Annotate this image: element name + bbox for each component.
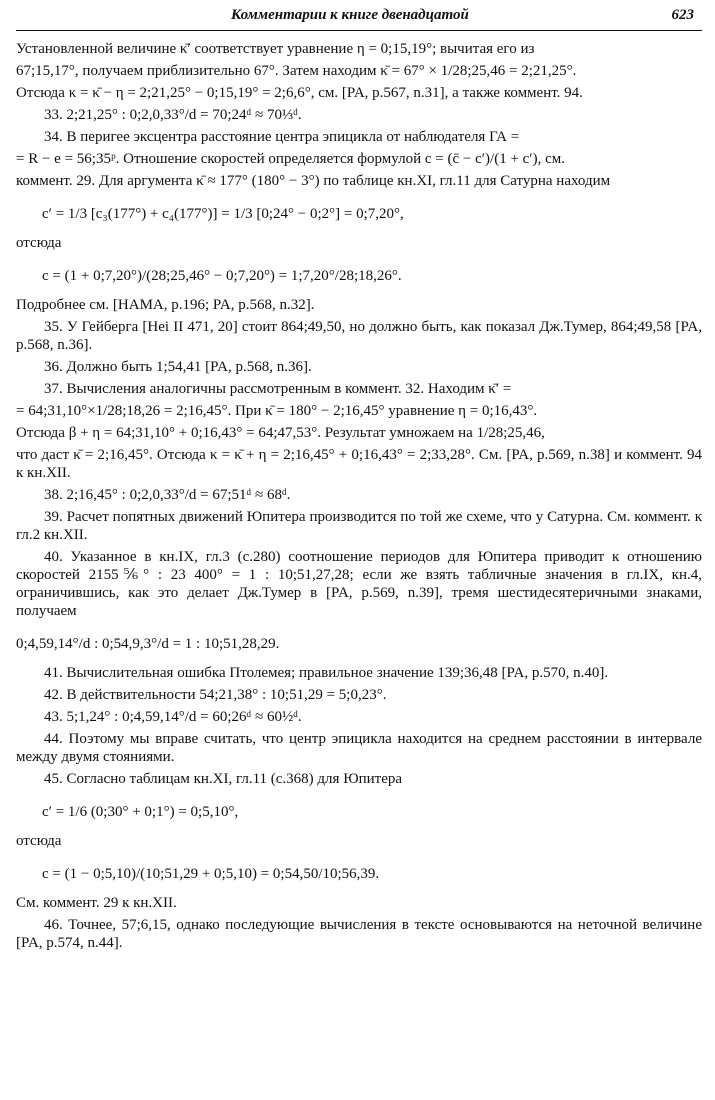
note-40: 40. Указанное в кн.IX, гл.3 (с.280) соотношение периодов для Юпитера приводит к отношению скоростей 2155⅚° : 23 400° = 1 : 10;51,27,28; если же взять табличные значения в гл.IX, кн.4, ограничившись, как это делает Дж.Тумер в [PA, p.569, n.39], тремя шестидесятеричными знаками, получаем [16, 549, 702, 619]
note-36: 36. Должно быть 1;54,41 [PA, p.568, n.36]. [44, 359, 312, 375]
formula: c = (1 − 0;5,10)/(10;51,29 + 0;5,10) = 0;54,50/10;56,39. [42, 866, 380, 882]
formula: 0;4,59,14°/d : 0;54,9,3°/d = 1 : 10;51,28,29. [16, 636, 280, 652]
note-43: 43. 5;1,24° : 0;4,59,14°/d = 60;26ᵈ ≈ 60½ᵈ. [44, 709, 302, 725]
note-38: 38. 2;16,45° : 0;2,0,33°/d = 67;51ᵈ ≈ 68ᵈ. [44, 487, 291, 503]
paragraph-line: Отсюда κ = κ̄ − η = 2;21,25° − 0;15,19° = 2;6,6°, см. [PA, p.567, n.31], а также коммент. 94. [16, 85, 583, 101]
reference: Подробнее см. [HAMA, p.196; PA, p.568, n.32]. [16, 297, 315, 313]
commentary-body [16, 40, 702, 956]
note-45: 45. Согласно таблицам кн.XI, гл.11 (с.368) для Юпитера [44, 771, 403, 787]
note-34-cont: коммент. 29. Для аргумента κ̄ ≈ 177° (180° − 3°) по таблице кн.XI, гл.11 для Сатурна находим [16, 173, 611, 189]
page-number: 623 [671, 7, 694, 23]
note-37-cont: что даст κ̄ = 2;16,45°. Отсюда κ = κ̄ + η = 2;16,45° + 0;16,43° = 2;33,28°. См. [PA, p.569, n.38] и коммент. 94 к кн.XII. [16, 447, 702, 481]
formula: c′ = 1/3 [c₃(177°) + c₄(177°)] = 1/3 [0;24° − 0;2°] = 0;7,20°, [42, 206, 404, 222]
paragraph-line: Установленной величине κ̄′ соответствует уравнение η = 0;15,19°; вычитая его из [16, 41, 535, 57]
note-37-cont: = 64;31,10°×1/28;18,26 = 2;16,45°. При κ̄ = 180° − 2;16,45° уравнение η = 0;16,43°. [16, 403, 538, 419]
reference: См. коммент. 29 к кн.XII. [16, 895, 177, 911]
word-otsyuda: отсюда [16, 235, 62, 251]
note-37: 37. Вычисления аналогичны рассмотренным в коммент. 32. Находим κ̄′ = [44, 381, 512, 397]
note-41: 41. Вычислительная ошибка Птолемея; правильное значение 139;36,48 [PA, p.570, n.40]. [44, 665, 609, 681]
formula: c = (1 + 0;7,20°)/(28;25,46° − 0;7,20°) = 1;7,20°/28;18,26°. [42, 268, 402, 284]
note-46: 46. Точнее, 57;6,15, однако последующие вычисления в тексте основываются на неточной величине [PA, p.574, n.44]. [16, 917, 702, 951]
paragraph-line: 67;15,17°, получаем приблизительно 67°. Затем находим κ̄ = 67° × 1/28;25,46 = 2;21,25°. [16, 63, 577, 79]
note-34-cont: = R − e = 56;35ᵖ. Отношение скоростей определяется формулой c = (c̄ − c′)/(1 + c′), см. [16, 151, 565, 167]
note-34: 34. В перигее эксцентра расстояние центра эпицикла от наблюдателя ГА = [44, 129, 520, 145]
note-37-cont: Отсюда β + η = 64;31,10° + 0;16,43° = 64;47,53°. Результат умножаем на 1/28;25,46, [16, 425, 545, 441]
word-otsyuda: отсюда [16, 833, 62, 849]
running-title: Комментарии к книге двенадцатой [231, 7, 469, 23]
note-35: 35. У Гейберга [Hei II 471, 20] стоит 864;49,50, но должно быть, как показал Дж.Тумер, 864;49,58 [PA, p.568, n.36]. [16, 319, 702, 353]
note-44: 44. Поэтому мы вправе считать, что центр эпицикла находится на среднем расстоянии в интервале между двумя стояниями. [16, 731, 702, 765]
formula: c′ = 1/6 (0;30° + 0;1°) = 0;5,10°, [42, 804, 239, 820]
note-39: 39. Расчет попятных движений Юпитера производится по той же схеме, что у Сатурна. См. коммент. к гл.2 кн.XII. [16, 509, 702, 543]
note-42: 42. В действительности 54;21,38° : 10;51,29 = 5;0,23°. [44, 687, 387, 703]
note-33: 33. 2;21,25° : 0;2,0,33°/d = 70;24ᵈ ≈ 70⅓ᵈ. [44, 107, 302, 123]
running-header [16, 4, 702, 31]
